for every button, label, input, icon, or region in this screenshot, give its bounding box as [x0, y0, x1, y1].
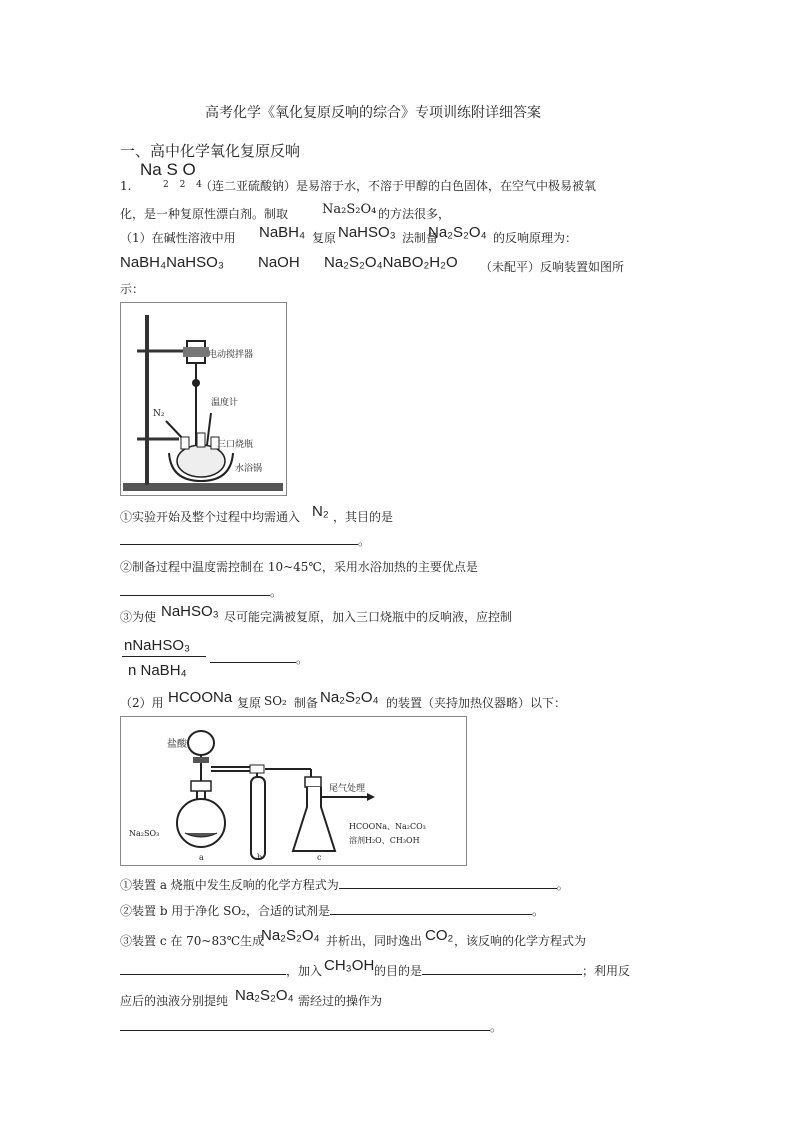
answer-line-1[interactable] — [120, 532, 370, 549]
t1-end: 。 — [556, 878, 569, 892]
p1-f1: NaBH₄ — [259, 224, 306, 241]
q1-line2c: 的方法很多， — [378, 207, 451, 221]
t2-end: 。 — [532, 904, 545, 918]
answer-line-2[interactable] — [120, 583, 282, 600]
label-b: b — [257, 853, 263, 862]
formula-subs: 2 2 4 — [163, 180, 206, 190]
p1-mid2: 法制备 — [402, 231, 439, 245]
t4d: ；利用反 — [582, 964, 631, 978]
s2-end: 。 — [270, 585, 283, 599]
answer-line-8[interactable] — [120, 1018, 502, 1035]
eq-note: （未配平）反响装置如图所 — [480, 260, 625, 274]
p2-prefix: （2）用 — [120, 696, 164, 710]
p1-f3: Na₂S₂O₄ — [428, 224, 487, 241]
eq-note2: 示： — [120, 282, 145, 296]
t2-text: ②装置 b 用于净化 SO₂，合适的试剂是 — [120, 904, 330, 918]
label-sol1: HCOONa、Na₂CO₃ — [349, 822, 426, 831]
t4a: ，加入 — [286, 964, 323, 978]
formula-main: Na S O — [140, 160, 196, 179]
answer-line-3[interactable] — [210, 650, 308, 667]
s1a: ①实验开始及整个过程中均需通入 — [120, 510, 301, 524]
s3b: NaHSO₃ — [161, 603, 219, 620]
section-heading: 一、高中化学氧化复原反响 — [120, 142, 301, 160]
eq-reactants: NaBH₄NaHSO₃ — [120, 254, 224, 271]
p1-f2: NaHSO₃ — [338, 224, 396, 241]
p1-prefix: （1）在碱性溶液中用 — [120, 231, 236, 245]
answer-line-6[interactable] — [120, 962, 286, 975]
s3a: ③为使 — [120, 610, 157, 624]
t3a: ③装置 c 在 70~83℃生成 — [120, 934, 265, 948]
t5a: 应后的浊液分别提纯 — [120, 994, 229, 1008]
answer-line-7[interactable] — [422, 962, 582, 975]
s2: ②制备过程中温度需控制在 10~45℃，采用水浴加热的主要优点是 — [120, 560, 478, 574]
label-flask: 三口烧瓶 — [217, 440, 254, 450]
t4c: 的目的是 — [374, 964, 423, 978]
q1-line2a: 化，是一种复原性漂白剂。制取 — [120, 207, 289, 221]
eq-products: Na₂S₂O₄NaBO₂H₂O — [324, 254, 458, 271]
q1-line2b: Na₂S₂O₄ — [322, 202, 377, 217]
answer-line-4[interactable] — [339, 876, 557, 889]
label-tail: 尾气处理 — [329, 784, 366, 794]
label-a: a — [199, 853, 204, 862]
p2-f3: Na₂S₂O₄ — [320, 689, 379, 706]
label-acid: 盐酸 — [167, 739, 187, 750]
t3d: CO₂ — [425, 927, 454, 944]
p2-f1: HCOONa — [168, 689, 233, 706]
apparatus-figure-1 — [120, 302, 287, 496]
label-thermometer: 温度计 — [211, 398, 239, 408]
t3c: 并析出，同时逸出 — [326, 934, 423, 948]
label-sol2: 溶剂H₂O、CH₃OH — [349, 836, 420, 845]
p2-suffix: 的装置（夹持加热仪器略）以下： — [386, 696, 567, 710]
apparatus-figure-2 — [120, 716, 467, 866]
p2-f2: SO₂ — [264, 694, 287, 708]
t3e: ，该反响的化学方程式为 — [454, 934, 587, 948]
s1c: ，其目的是 — [333, 510, 394, 524]
t4c-wrap — [374, 962, 630, 979]
t5c: 需经过的操作为 — [298, 994, 383, 1008]
label-stirrer: 电动搅拌器 — [208, 350, 254, 360]
fraction-numerator: nNaHSO₃ — [124, 637, 191, 654]
answer-line-5[interactable] — [330, 902, 532, 915]
t1-text: ①装置 a 烧瓶中发生反响的化学方程式为 — [120, 878, 339, 892]
frac-end: 。 — [296, 652, 309, 666]
s3c: 尽可能完满被复原，加入三口烧瓶中的反响液，应控制 — [224, 610, 513, 624]
s1-end: 。 — [358, 534, 371, 548]
eq-condition: NaOH — [258, 254, 300, 271]
p1-mid1: 复原 — [312, 231, 337, 245]
p2-mid1: 复原 — [237, 696, 262, 710]
label-bath: 水浴锅 — [235, 464, 263, 474]
t1 — [120, 876, 569, 893]
fraction-bar — [122, 656, 206, 657]
question-number: 1. — [120, 179, 132, 193]
q1-line1: （连二亚硫酸钠）是易溶于水，不溶于甲醇的白色固体，在空气中极易被氧 — [200, 179, 597, 193]
t3b: Na₂S₂O₄ — [261, 927, 320, 944]
t5b: Na₂S₂O₄ — [235, 987, 294, 1004]
t4b: CH₃OH — [324, 957, 375, 974]
s1b: N₂ — [312, 503, 329, 520]
label-c: c — [317, 853, 322, 862]
label-n2: N₂ — [153, 409, 165, 419]
fraction-denominator: n NaBH₄ — [128, 662, 187, 679]
label-solid: Na₂SO₃ — [129, 829, 160, 838]
t2 — [120, 902, 544, 919]
t6-end: 。 — [490, 1020, 503, 1034]
p2-mid2: 制备 — [294, 696, 319, 710]
page-title: 高考化学《氧化复原反响的综合》专项训练附详细答案 — [205, 105, 541, 121]
t4 — [120, 962, 322, 979]
p1-suffix: 的反响原理为： — [493, 231, 578, 245]
